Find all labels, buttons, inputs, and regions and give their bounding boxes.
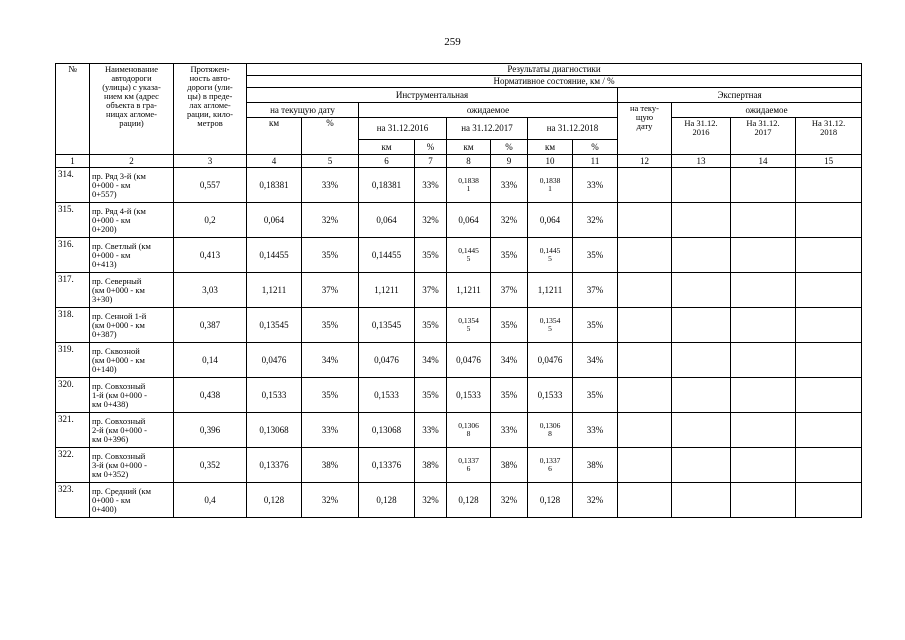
header-exp-2018: На 31.12. 2018 bbox=[796, 118, 862, 155]
km-2016: 0,13545 bbox=[359, 308, 415, 343]
km-2016: 0,1533 bbox=[359, 378, 415, 413]
pct-current: 35% bbox=[302, 308, 359, 343]
expert-empty-cell bbox=[796, 343, 862, 378]
km-2017: 0,1306 8 bbox=[447, 413, 491, 448]
expert-empty-cell bbox=[672, 343, 731, 378]
column-number: 7 bbox=[415, 155, 447, 168]
expert-empty-cell bbox=[672, 238, 731, 273]
km-2017: 0,0476 bbox=[447, 343, 491, 378]
column-number: 2 bbox=[90, 155, 174, 168]
pct-current: 33% bbox=[302, 413, 359, 448]
expert-empty-cell bbox=[731, 238, 796, 273]
table-row bbox=[56, 343, 862, 378]
road-name: пр. Сквозной (км 0+000 - км 0+140) bbox=[90, 343, 174, 378]
km-2016: 0,128 bbox=[359, 483, 415, 518]
pct-2018: 35% bbox=[573, 308, 618, 343]
column-number: 3 bbox=[174, 155, 247, 168]
table-row bbox=[56, 483, 862, 518]
pct-2016: 34% bbox=[415, 343, 447, 378]
road-name: пр. Совхозный 2-й (км 0+000 - км 0+396) bbox=[90, 413, 174, 448]
pct-2017: 32% bbox=[491, 483, 528, 518]
expert-empty-cell bbox=[618, 168, 672, 203]
table-row bbox=[56, 238, 862, 273]
expert-empty-cell bbox=[618, 238, 672, 273]
expert-empty-cell bbox=[731, 273, 796, 308]
road-name: пр. Сенной 1-й (км 0+000 - км 0+387) bbox=[90, 308, 174, 343]
km-current: 1,1211 bbox=[247, 273, 302, 308]
header-col-name: Наименование автодороги (улицы) с указа- нием км (адрес объекта в гра- ницах агломе- рации) bbox=[90, 64, 174, 155]
header-pct-2017: % bbox=[491, 140, 528, 155]
header-expert: Экспертная bbox=[618, 88, 862, 103]
road-length: 0,413 bbox=[174, 238, 247, 273]
table-row bbox=[56, 168, 862, 203]
pct-2018: 38% bbox=[573, 448, 618, 483]
pct-2017: 33% bbox=[491, 413, 528, 448]
expert-empty-cell bbox=[731, 343, 796, 378]
column-number: 9 bbox=[491, 155, 528, 168]
pct-2018: 37% bbox=[573, 273, 618, 308]
road-length: 0,396 bbox=[174, 413, 247, 448]
road-name: пр. Светлый (км 0+000 - км 0+413) bbox=[90, 238, 174, 273]
table-body bbox=[56, 168, 862, 518]
pct-current: 37% bbox=[302, 273, 359, 308]
header-pct-current: % bbox=[302, 118, 359, 155]
km-2018: 0,1354 5 bbox=[528, 308, 573, 343]
km-2017: 0,1337 6 bbox=[447, 448, 491, 483]
expert-empty-cell bbox=[796, 238, 862, 273]
header-col-length: Протяжен- ность авто- дороги (ули- цы) в преде- лах агломе- рации, кило- метров bbox=[174, 64, 247, 155]
table-row bbox=[56, 378, 862, 413]
km-current: 0,18381 bbox=[247, 168, 302, 203]
expert-empty-cell bbox=[796, 483, 862, 518]
row-number: 315. bbox=[56, 203, 90, 238]
km-2018: 0,1533 bbox=[528, 378, 573, 413]
pct-2017: 35% bbox=[491, 308, 528, 343]
expert-empty-cell bbox=[672, 378, 731, 413]
road-length: 0,2 bbox=[174, 203, 247, 238]
km-current: 0,13376 bbox=[247, 448, 302, 483]
row-number: 319. bbox=[56, 343, 90, 378]
pct-2016: 37% bbox=[415, 273, 447, 308]
pct-2016: 32% bbox=[415, 203, 447, 238]
expert-empty-cell bbox=[731, 168, 796, 203]
km-2016: 0,18381 bbox=[359, 168, 415, 203]
pct-2017: 38% bbox=[491, 448, 528, 483]
road-length: 3,03 bbox=[174, 273, 247, 308]
expert-empty-cell bbox=[618, 413, 672, 448]
expert-empty-cell bbox=[796, 448, 862, 483]
pct-2017: 37% bbox=[491, 273, 528, 308]
column-number: 10 bbox=[528, 155, 573, 168]
expert-empty-cell bbox=[731, 308, 796, 343]
expert-empty-cell bbox=[731, 413, 796, 448]
road-length: 0,438 bbox=[174, 378, 247, 413]
pct-2016: 35% bbox=[415, 378, 447, 413]
km-2017: 0,1445 5 bbox=[447, 238, 491, 273]
pct-2016: 35% bbox=[415, 308, 447, 343]
expert-empty-cell bbox=[796, 378, 862, 413]
pct-current: 33% bbox=[302, 168, 359, 203]
expert-empty-cell bbox=[796, 273, 862, 308]
road-length: 0,352 bbox=[174, 448, 247, 483]
km-2017: 1,1211 bbox=[447, 273, 491, 308]
column-number: 1 bbox=[56, 155, 90, 168]
km-2018: 0,0476 bbox=[528, 343, 573, 378]
road-name: пр. Ряд 4-й (км 0+000 - км 0+200) bbox=[90, 203, 174, 238]
column-number: 6 bbox=[359, 155, 415, 168]
pct-2018: 34% bbox=[573, 343, 618, 378]
row-number: 321. bbox=[56, 413, 90, 448]
expert-empty-cell bbox=[618, 343, 672, 378]
km-2017: 0,1354 5 bbox=[447, 308, 491, 343]
pct-2016: 33% bbox=[415, 413, 447, 448]
expert-empty-cell bbox=[672, 168, 731, 203]
row-number: 316. bbox=[56, 238, 90, 273]
expert-empty-cell bbox=[731, 483, 796, 518]
expert-empty-cell bbox=[618, 203, 672, 238]
table-row bbox=[56, 203, 862, 238]
header-normative: Нормативное состояние, км / % bbox=[247, 76, 862, 88]
table-row bbox=[56, 273, 862, 308]
road-length: 0,387 bbox=[174, 308, 247, 343]
expert-empty-cell bbox=[796, 308, 862, 343]
header-expert-expected: ожидаемое bbox=[672, 103, 862, 118]
km-2018: 0,128 bbox=[528, 483, 573, 518]
pct-current: 32% bbox=[302, 203, 359, 238]
header-exp-2017: На 31.12. 2017 bbox=[731, 118, 796, 155]
pct-2016: 33% bbox=[415, 168, 447, 203]
expert-empty-cell bbox=[618, 308, 672, 343]
header-km-current: км bbox=[247, 118, 302, 155]
header-instrumental: Инструментальная bbox=[247, 88, 618, 103]
pct-current: 38% bbox=[302, 448, 359, 483]
pct-2017: 32% bbox=[491, 203, 528, 238]
km-current: 0,0476 bbox=[247, 343, 302, 378]
km-2017: 0,064 bbox=[447, 203, 491, 238]
expert-empty-cell bbox=[618, 378, 672, 413]
column-number: 13 bbox=[672, 155, 731, 168]
header-current-date: на текущую дату bbox=[247, 103, 359, 118]
column-number: 5 bbox=[302, 155, 359, 168]
km-2016: 0,13068 bbox=[359, 413, 415, 448]
header-pct-2016: % bbox=[415, 140, 447, 155]
expert-empty-cell bbox=[672, 483, 731, 518]
header-km-2018: км bbox=[528, 140, 573, 155]
km-2017: 0,128 bbox=[447, 483, 491, 518]
expert-empty-cell bbox=[618, 273, 672, 308]
pct-2018: 33% bbox=[573, 413, 618, 448]
km-current: 0,1533 bbox=[247, 378, 302, 413]
pct-current: 35% bbox=[302, 238, 359, 273]
pct-2018: 33% bbox=[573, 168, 618, 203]
pct-2018: 32% bbox=[573, 203, 618, 238]
column-number: 11 bbox=[573, 155, 618, 168]
road-name: пр. Средний (км 0+000 - км 0+400) bbox=[90, 483, 174, 518]
row-number: 318. bbox=[56, 308, 90, 343]
expert-empty-cell bbox=[731, 448, 796, 483]
pct-2017: 34% bbox=[491, 343, 528, 378]
pct-2016: 38% bbox=[415, 448, 447, 483]
km-current: 0,064 bbox=[247, 203, 302, 238]
km-current: 0,128 bbox=[247, 483, 302, 518]
km-2017: 0,1533 bbox=[447, 378, 491, 413]
pct-2017: 35% bbox=[491, 378, 528, 413]
road-length: 0,14 bbox=[174, 343, 247, 378]
km-2016: 1,1211 bbox=[359, 273, 415, 308]
table-row bbox=[56, 308, 862, 343]
header-results: Результаты диагностики bbox=[247, 64, 862, 76]
header-km-2017: км bbox=[447, 140, 491, 155]
km-current: 0,13068 bbox=[247, 413, 302, 448]
road-length: 0,4 bbox=[174, 483, 247, 518]
km-2016: 0,0476 bbox=[359, 343, 415, 378]
pct-current: 32% bbox=[302, 483, 359, 518]
column-number-row bbox=[56, 155, 862, 168]
km-2018: 1,1211 bbox=[528, 273, 573, 308]
column-number: 15 bbox=[796, 155, 862, 168]
table-row bbox=[56, 413, 862, 448]
expert-empty-cell bbox=[731, 378, 796, 413]
road-name: пр. Совхозный 3-й (км 0+000 - км 0+352) bbox=[90, 448, 174, 483]
pct-2018: 35% bbox=[573, 238, 618, 273]
km-current: 0,13545 bbox=[247, 308, 302, 343]
row-number: 323. bbox=[56, 483, 90, 518]
road-name: пр. Ряд 3-й (км 0+000 - км 0+557) bbox=[90, 168, 174, 203]
km-current: 0,14455 bbox=[247, 238, 302, 273]
expert-empty-cell bbox=[618, 448, 672, 483]
pct-2017: 33% bbox=[491, 168, 528, 203]
expert-empty-cell bbox=[672, 308, 731, 343]
expert-empty-cell bbox=[672, 448, 731, 483]
header-pct-2018: % bbox=[573, 140, 618, 155]
expert-empty-cell bbox=[618, 483, 672, 518]
pct-2017: 35% bbox=[491, 238, 528, 273]
row-number: 320. bbox=[56, 378, 90, 413]
header-col-no: № bbox=[56, 64, 90, 155]
pct-2016: 32% bbox=[415, 483, 447, 518]
expert-empty-cell bbox=[672, 413, 731, 448]
row-number: 317. bbox=[56, 273, 90, 308]
road-length: 0,557 bbox=[174, 168, 247, 203]
km-2018: 0,064 bbox=[528, 203, 573, 238]
row-number: 314. bbox=[56, 168, 90, 203]
km-2016: 0,13376 bbox=[359, 448, 415, 483]
expert-empty-cell bbox=[672, 203, 731, 238]
row-number: 322. bbox=[56, 448, 90, 483]
pct-2018: 32% bbox=[573, 483, 618, 518]
expert-empty-cell bbox=[796, 413, 862, 448]
km-2018: 0,1838 1 bbox=[528, 168, 573, 203]
km-2018: 0,1306 8 bbox=[528, 413, 573, 448]
pct-2016: 35% bbox=[415, 238, 447, 273]
table-row bbox=[56, 448, 862, 483]
pct-2018: 35% bbox=[573, 378, 618, 413]
column-number: 12 bbox=[618, 155, 672, 168]
page-number: 259 bbox=[444, 36, 461, 48]
road-name: пр. Северный (км 0+000 - км 3+30) bbox=[90, 273, 174, 308]
header-on-2016: на 31.12.2016 bbox=[359, 118, 447, 140]
expert-empty-cell bbox=[796, 168, 862, 203]
km-2018: 0,1337 6 bbox=[528, 448, 573, 483]
diagnostics-table bbox=[55, 63, 862, 518]
header-expert-current: на теку- щую дату bbox=[618, 103, 672, 155]
road-name: пр. Совхозный 1-й (км 0+000 - км 0+438) bbox=[90, 378, 174, 413]
expert-empty-cell bbox=[672, 273, 731, 308]
pct-current: 35% bbox=[302, 378, 359, 413]
column-number: 4 bbox=[247, 155, 302, 168]
expert-empty-cell bbox=[731, 203, 796, 238]
header-km-2016: км bbox=[359, 140, 415, 155]
column-number: 14 bbox=[731, 155, 796, 168]
header-exp-2016: На 31.12. 2016 bbox=[672, 118, 731, 155]
km-2018: 0,1445 5 bbox=[528, 238, 573, 273]
km-2016: 0,14455 bbox=[359, 238, 415, 273]
km-2017: 0,1838 1 bbox=[447, 168, 491, 203]
pct-current: 34% bbox=[302, 343, 359, 378]
header-expected: ожидаемое bbox=[359, 103, 618, 118]
header-on-2017: на 31.12.2017 bbox=[447, 118, 528, 140]
column-number: 8 bbox=[447, 155, 491, 168]
header-on-2018: на 31.12.2018 bbox=[528, 118, 618, 140]
expert-empty-cell bbox=[796, 203, 862, 238]
km-2016: 0,064 bbox=[359, 203, 415, 238]
